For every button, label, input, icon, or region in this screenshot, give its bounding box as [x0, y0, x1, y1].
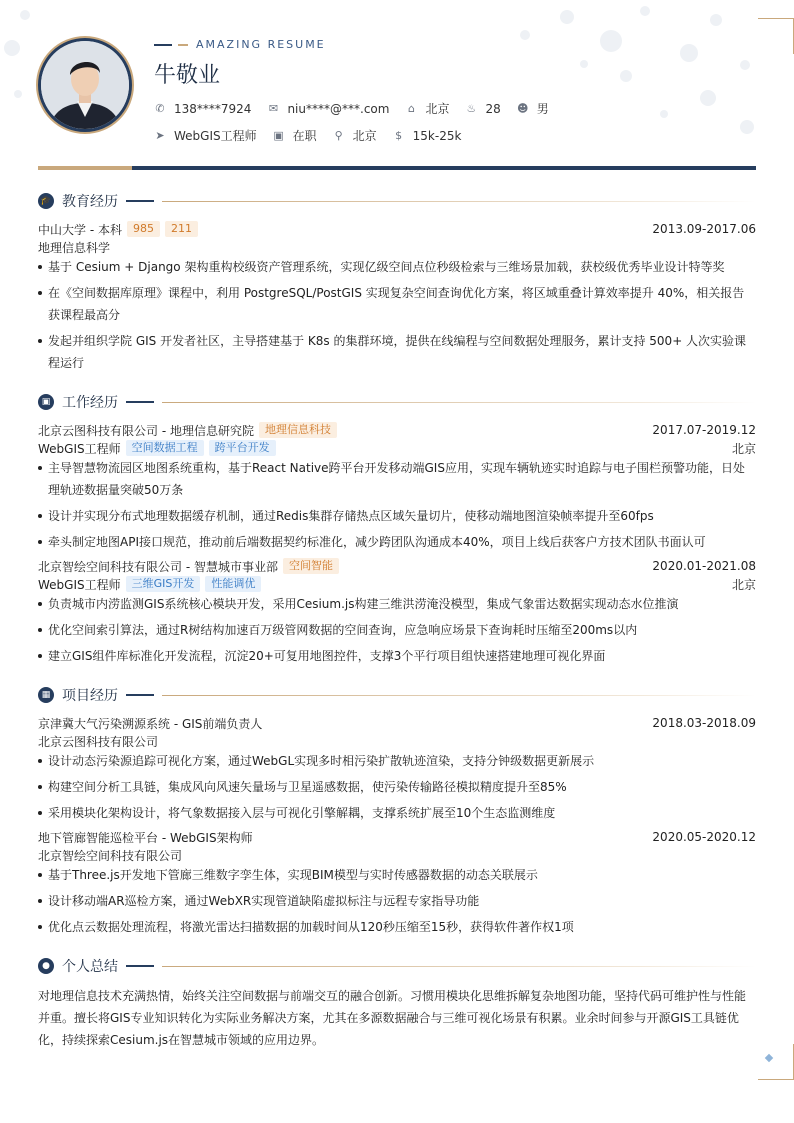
- work-city: 北京: [731, 441, 756, 456]
- period: 2018.03-2018.09: [652, 716, 756, 730]
- list-item: 牵头制定地图API接口规范，推动前后端数据契约标准化，减少跨团队沟通成本40%，项目上线后获客户方技术团队书面认可: [38, 531, 756, 553]
- work-city: 北京: [731, 577, 756, 592]
- period: 2013.09-2017.06: [652, 222, 756, 236]
- work-entry: [38, 557, 756, 575]
- contact-row: [154, 100, 565, 117]
- project-company: 北京智绘空间科技有限公司: [38, 848, 183, 863]
- gender: 男: [536, 102, 549, 116]
- cake-icon: ♨: [466, 101, 477, 115]
- city: 北京: [425, 102, 450, 116]
- phone: 138****7924: [174, 101, 252, 116]
- age: 28: [485, 101, 501, 116]
- job-status: 在职: [292, 129, 317, 143]
- list-item: 构建空间分析工具链，集成风向风速矢量场与卫星遥感数据，使污染传输路径模拟精度提升至85%: [38, 776, 756, 798]
- school: 中山大学 - 本科: [38, 222, 122, 237]
- role: WebGIS工程师: [38, 441, 121, 456]
- period: 2017.07-2019.12: [652, 423, 756, 437]
- tag-badge: 空间数据工程: [126, 440, 204, 456]
- phone-icon: ✆: [155, 101, 165, 115]
- graduation-cap-icon: 🎓: [38, 193, 54, 209]
- project-entry: [38, 714, 756, 732]
- section-projects: [38, 685, 756, 705]
- section-work: [38, 392, 756, 412]
- project-title: 京津冀大气污染溯源系统 - GIS前端负责人: [38, 716, 263, 731]
- list-item: 设计移动端AR巡检方案，通过WebXR实现管道缺陷虚拟标注与远程专家指导功能: [38, 890, 756, 912]
- target-city: 北京: [352, 129, 377, 143]
- list-item: 基于Three.js开发地下管廊三维数字孪生体，实现BIM模型与实时传感器数据的动态关联展示: [38, 864, 756, 886]
- mail-icon: ✉: [268, 101, 279, 115]
- list-item: 负责城市内涝监测GIS系统核心模块开发，采用Cesium.js构建三维洪涝淹没模型，集成气象雷达数据实现动态水位推演: [38, 593, 756, 615]
- work-role: [38, 575, 756, 593]
- briefcase-icon: ▣: [273, 128, 284, 142]
- salary: 15k-25k: [412, 128, 462, 143]
- education-entry: [38, 220, 756, 238]
- summary-text: 对地理信息技术充满热情，始终关注空间数据与前端交互的融合创新。习惯用模块化思维拆解复杂地图功能，坚持代码可维护性与性能并重。擅长将GIS专业知识转化为实际业务解决方案，尤其在多源数据融合与三维可视化场景有积累。业余时间参与开源GIS工具链优化，持续探索Cesium.js在智慧城市领域的应用边界。: [38, 989, 747, 1047]
- work-entry: [38, 421, 756, 439]
- section-summary: [38, 956, 756, 976]
- home-icon: ⌂: [407, 101, 415, 115]
- industry-badge: 地理信息科技: [259, 422, 337, 438]
- corner-ornament-bottom: [758, 1044, 794, 1080]
- major: 地理信息科学: [38, 240, 111, 255]
- list-item: 发起并组织学院 GIS 开发者社区，主导搭建基于 K8s 的集群环境，提供在线编程与空间数据处理服务，累计支持 500+ 人次实验课程运行: [38, 330, 756, 374]
- tag-badge: 三维GIS开发: [126, 576, 201, 592]
- project-entry: [38, 828, 756, 846]
- list-item: 优化点云数据处理流程，将激光雷达扫描数据的加载时间从120秒压缩至15秒，获得软件著作权1项: [38, 916, 756, 938]
- resume-tagline: [154, 38, 326, 51]
- diamond-icon: [765, 1054, 773, 1062]
- email: niu****@***.com: [287, 101, 390, 116]
- company: 北京云图科技有限公司 - 地理信息研究院: [38, 423, 254, 438]
- user-icon: ●: [38, 958, 54, 974]
- role: WebGIS工程师: [38, 577, 121, 592]
- position: WebGIS工程师: [174, 129, 257, 143]
- candidate-name: 牛敬业: [154, 63, 221, 88]
- industry-badge: 空间智能: [283, 558, 339, 574]
- list-item: 设计并实现分布式地理数据缓存机制，通过Redis集群存储热点区域矢量切片，使移动端地图渲染帧率提升至60fps: [38, 505, 756, 527]
- project-company: 北京云图科技有限公司: [38, 734, 159, 749]
- face-icon: ☻: [517, 101, 529, 115]
- tag-badge: 性能调优: [205, 576, 261, 592]
- list-item: 采用模块化架构设计，将气象数据接入层与可视化引擎解耦，支撑系统扩展至10个生态监测维度: [38, 802, 756, 824]
- list-item: 优化空间索引算法，通过R树结构加速百万级管网数据的空间查询，应急响应场景下查询耗时压缩至200ms以内: [38, 619, 756, 641]
- section-title: 教育经历: [62, 194, 118, 210]
- work-role: [38, 439, 756, 457]
- tag-badge: 211: [165, 221, 198, 237]
- avatar: [38, 38, 132, 132]
- section-title: 工作经历: [62, 395, 118, 411]
- money-icon: $: [395, 128, 403, 142]
- list-item: 建立GIS组件库标准化开发流程，沉淀20+可复用地图控件，支撑3个平行项目组快速搭建地理可视化界面: [38, 645, 756, 667]
- location-pin-icon: ⚲: [334, 128, 343, 142]
- briefcase-icon: ▣: [38, 394, 54, 410]
- header-divider: [38, 166, 756, 170]
- list-item: 在《空间数据库原理》课程中，利用 PostgreSQL/PostGIS 实现复杂空间查询优化方案，将区域重叠计算效率提升 40%，相关报告获课程最高分: [38, 282, 756, 326]
- tag-badge: 跨平台开发: [209, 440, 276, 456]
- list-item: 主导智慧物流园区地图系统重构，基于React Native跨平台开发移动端GIS应用，实现车辆轨迹实时追踪与电子围栏预警功能，日处理轨迹数据量突破50万条: [38, 457, 756, 501]
- company: 北京智绘空间科技有限公司 - 智慧城市事业部: [38, 559, 278, 574]
- section-title: 项目经历: [62, 688, 118, 704]
- period: 2020.01-2021.08: [652, 559, 756, 573]
- period: 2020.05-2020.12: [652, 830, 756, 844]
- tagline-text: AMAZING RESUME: [196, 38, 326, 51]
- project-title: 地下管廊智能巡检平台 - WebGIS架构师: [38, 830, 253, 845]
- paper-plane-icon: ➤: [155, 128, 165, 142]
- list-item: 设计动态污染源追踪可视化方案，通过WebGL实现多时相污染扩散轨迹渲染，支持分钟级数据更新展示: [38, 750, 756, 772]
- corner-ornament-top: [758, 18, 794, 54]
- tag-badge: 985: [127, 221, 160, 237]
- section-title: 个人总结: [62, 959, 118, 975]
- section-education: [38, 191, 756, 211]
- grid-icon: ▦: [38, 687, 54, 703]
- list-item: 基于 Cesium + Django 架构重构校级资产管理系统，实现亿级空间点位秒级检索与三维场景加载，获校级优秀毕业设计特等奖: [38, 256, 756, 278]
- job-intent-row: [154, 127, 477, 144]
